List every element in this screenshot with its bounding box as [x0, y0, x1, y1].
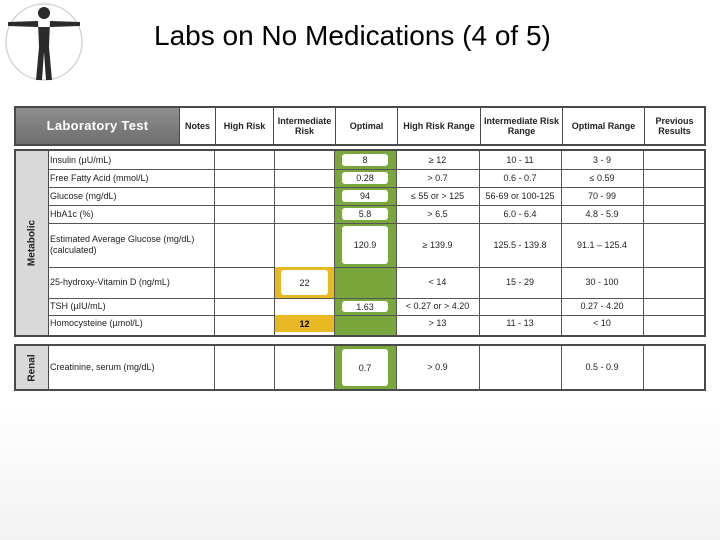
high-risk-range-cell: < 14 — [428, 277, 447, 287]
previous-results-cell — [643, 346, 704, 389]
optimal-value: 1.63 — [342, 301, 388, 312]
optimal-range-cell: 4.8 - 5.9 — [585, 208, 619, 219]
high-risk-range-cell: > 13 — [428, 318, 447, 328]
vitruvian-man-logo — [2, 2, 86, 84]
table-row — [48, 187, 704, 206]
header-optimal-range: Optimal Range — [563, 108, 645, 144]
table-row — [48, 205, 704, 224]
high-risk-range-cell: > 0.7 — [427, 172, 448, 183]
previous-results-cell — [643, 169, 704, 187]
high-risk-range-cell: > 0.9 — [427, 362, 448, 372]
high-risk-range-cell: < 0.27 or > 4.20 — [405, 301, 470, 311]
previous-results-cell — [643, 267, 704, 298]
intermediate-risk-range-cell — [479, 298, 561, 315]
optimal-range-cell: 30 - 100 — [585, 277, 619, 287]
intermediate-risk-band — [275, 315, 334, 332]
page-title: Labs on No Medications (4 of 5) — [154, 20, 551, 51]
intermediate-risk-range-cell — [479, 346, 561, 389]
header-high-risk: High Risk — [216, 108, 274, 144]
intermediate-risk-band — [275, 267, 334, 298]
optimal-value: 94 — [342, 190, 388, 202]
table-row — [48, 315, 704, 332]
table-row — [48, 169, 704, 188]
header-notes: Notes — [180, 108, 216, 144]
optimal-range-cell: < 10 — [593, 318, 611, 328]
test-name: 25-hydroxy-Vitamin D (ng/mL) — [50, 277, 170, 287]
optimal-range-cell: 70 - 99 — [587, 190, 617, 201]
high-risk-range-cell: ≥ 12 — [428, 154, 447, 165]
table-header — [14, 106, 706, 146]
high-risk-range-cell: ≤ 55 or > 125 — [410, 190, 465, 201]
header-high-risk-range: High Risk Range — [398, 108, 481, 144]
test-name: Free Fatty Acid (mmol/L) — [50, 172, 149, 183]
metabolic-section — [14, 149, 706, 337]
intermediate-risk-range-cell: 0.6 - 0.7 — [503, 172, 537, 183]
test-name: Estimated Average Glucose (mg/dL) (calculated) — [50, 234, 195, 255]
table-row — [48, 346, 704, 389]
header-intermediate-risk-range: Intermediate Risk Range — [481, 108, 563, 144]
intermediate-risk-range-cell: 6.0 - 6.4 — [503, 208, 537, 219]
high-risk-range-cell: ≥ 139.9 — [422, 239, 453, 250]
header-previous-results: Previous Results — [655, 116, 694, 136]
header-intermediate-risk: Intermediate Risk — [274, 108, 336, 144]
optimal-range-cell: 0.5 - 0.9 — [585, 362, 619, 372]
header-optimal: Optimal — [336, 108, 398, 144]
optimal-value: 8 — [342, 154, 388, 166]
table-row — [48, 151, 704, 170]
previous-results-cell — [643, 205, 704, 223]
intermediate-risk-value: 22 — [281, 270, 328, 295]
table-row — [48, 267, 704, 299]
intermediate-risk-range-cell: 10 - 11 — [506, 154, 534, 165]
optimal-value: 5.8 — [342, 208, 388, 220]
metabolic-label: Metabolic — [16, 151, 49, 335]
intermediate-risk-range-cell: 56-69 or 100-125 — [485, 190, 555, 201]
test-name: HbA1c (%) — [50, 208, 94, 219]
intermediate-risk-range-cell: 15 - 29 — [505, 277, 535, 287]
table-row — [48, 223, 704, 268]
optimal-value: 0.28 — [342, 172, 388, 184]
renal-section — [14, 344, 706, 391]
previous-results-cell — [643, 187, 704, 205]
test-name: TSH (µIU/mL) — [50, 301, 106, 311]
high-risk-range-cell: > 6.5 — [427, 208, 448, 219]
renal-label: Renal — [16, 346, 49, 389]
previous-results-cell — [643, 298, 704, 315]
previous-results-cell — [643, 315, 704, 332]
test-name: Homocysteine (µmol/L) — [50, 318, 143, 328]
intermediate-risk-range-cell: 11 - 13 — [506, 318, 534, 328]
test-name: Glucose (mg/dL) — [50, 190, 117, 201]
previous-results-cell — [643, 151, 704, 169]
optimal-value: 120.9 — [342, 226, 388, 264]
previous-results-cell — [643, 223, 704, 267]
table-row — [48, 298, 704, 316]
optimal-range-cell: 0.27 - 4.20 — [580, 301, 624, 311]
test-name: Creatinine, serum (mg/dL) — [50, 362, 155, 372]
optimal-range-cell: 3 - 9 — [592, 154, 611, 165]
header-laboratory-test: Laboratory Test — [16, 108, 180, 144]
optimal-range-cell: 91.1 – 125.4 — [576, 239, 628, 250]
optimal-value: 0.7 — [342, 349, 388, 386]
test-name: Insulin (µU/mL) — [50, 154, 112, 165]
intermediate-risk-range-cell: 125.5 - 139.8 — [493, 239, 547, 250]
intermediate-risk-value: 12 — [299, 318, 310, 329]
optimal-range-cell: ≤ 0.59 — [589, 172, 615, 183]
